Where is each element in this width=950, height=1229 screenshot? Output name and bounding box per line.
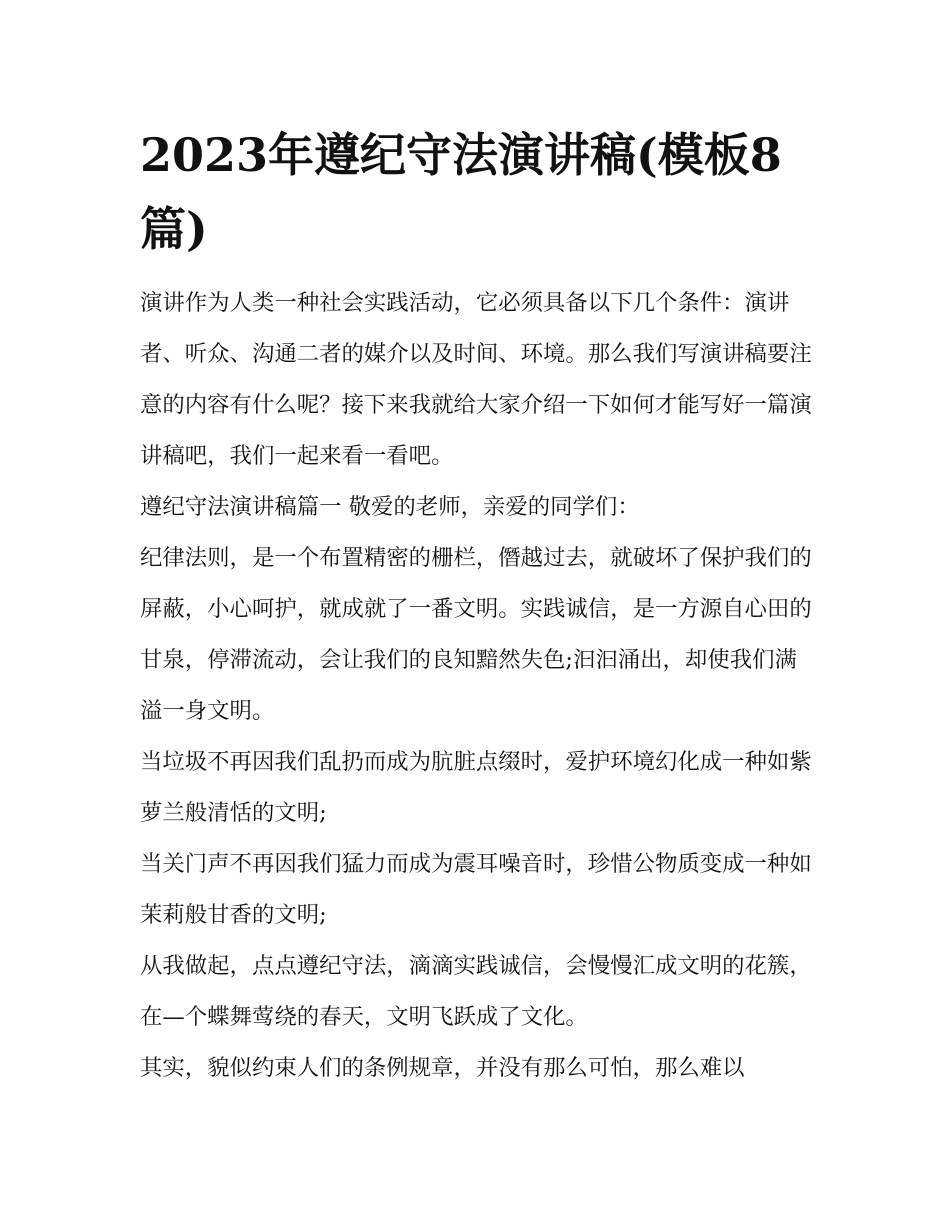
paragraph-discipline: 纪律法则，是一个布置精密的栅栏，僭越过去，就破坏了保护我们的屏蔽，小心呵护，就成就了一番文明。实践诚信，是一方源自心田的甘泉，停滞流动，会让我们的良知黯然失色;汩汩涌出，却使我们满溢一身文明。	[140, 545, 812, 724]
paragraph-door: 当关门声不再因我们猛力而成为震耳噪音时，珍惜公物质变成一种如茉莉般甘香的文明;	[140, 851, 812, 928]
document-title: 2023年遵纪守法演讲稿(模板8篇)	[140, 128, 782, 256]
paragraph-rules: 其实，貌似约束人们的条例规章，并没有那么可怕，那么难以	[140, 1055, 745, 1081]
document-body	[140, 278, 812, 1094]
paragraph-section-heading: 遵纪守法演讲稿篇一 敬爱的老师，亲爱的同学们：	[140, 494, 640, 520]
paragraph-garbage: 当垃圾不再因我们乱扔而成为肮脏点缀时，爱护环境幻化成一种如紫萝兰般清恬的文明;	[140, 749, 812, 826]
paragraph-start-from-me: 从我做起，点点遵纪守法，滴滴实践诚信，会慢慢汇成文明的花簇，在—个蝶舞莺绕的春天，文明飞跃成了文化。	[140, 953, 812, 1030]
paragraph-intro: 演讲作为人类一种社会实践活动，它必须具备以下几个条件：演讲者、听众、沟通二者的媒介以及时间、环境。那么我们写演讲稿要注意的内容有什么呢？接下来我就给大家介绍一下如何才能写好一篇演讲稿吧，我们一起来看一看吧。	[140, 290, 812, 469]
